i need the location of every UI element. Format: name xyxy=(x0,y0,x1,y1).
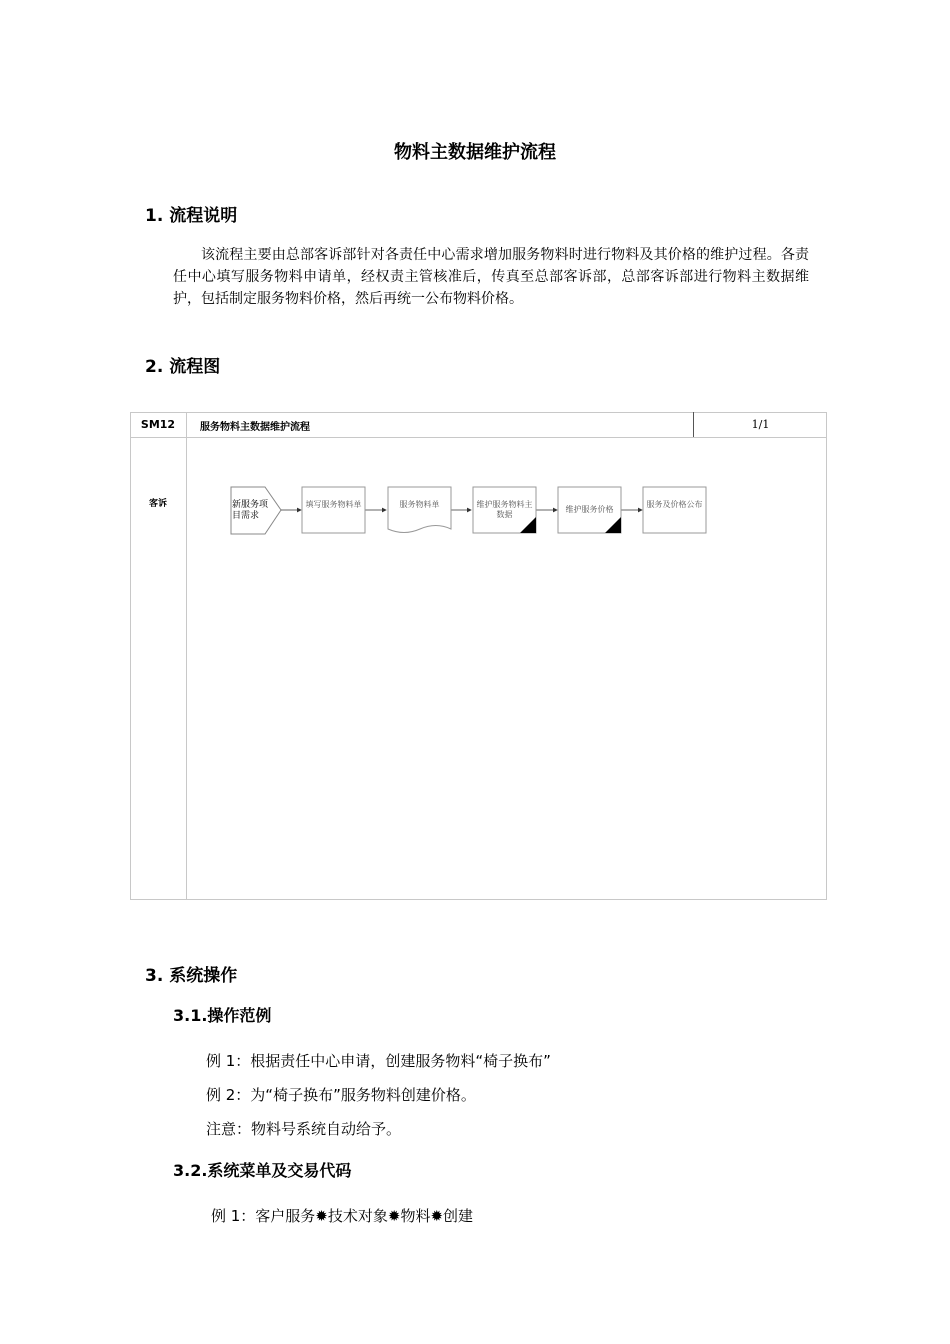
flowchart-code: SM12 xyxy=(140,418,176,431)
section-2-heading: 2. 流程图 xyxy=(145,357,221,377)
example-line: 例 2：为“椅子换布”服务物料创建价格。 xyxy=(206,1086,476,1104)
start-node-label: 新服务项目需求 xyxy=(232,500,269,521)
flowchart-name: 服务物料主数据维护流程 xyxy=(200,422,310,433)
process-node-label: 维护服务价格 xyxy=(565,505,614,514)
process-node-label: 维护服务物料主数据 xyxy=(476,500,533,519)
section-1-heading: 1. 流程说明 xyxy=(145,206,238,226)
process-node-label: 填写服务物料单 xyxy=(305,500,362,509)
note-line: 注意：物料号系统自动给予。 xyxy=(206,1120,402,1138)
section-3-1-heading: 3.1.操作范例 xyxy=(173,1006,272,1025)
page-title: 物料主数据维护流程 xyxy=(394,142,556,163)
process-node-shape xyxy=(302,487,365,533)
process-node-label: 服务及价格公布 xyxy=(646,500,703,509)
swimlane-label: 客诉 xyxy=(148,499,167,509)
section-3-2-heading: 3.2.系统菜单及交易代码 xyxy=(173,1161,352,1180)
section-3-heading: 3. 系统操作 xyxy=(145,966,238,986)
menu-path-line: 例 1：客户服务✹技术对象✹物料✹创建 xyxy=(211,1207,474,1225)
example-line: 例 1：根据责任中心申请，创建服务物料“椅子换布” xyxy=(206,1052,551,1070)
document-node-label: 服务物料单 xyxy=(399,500,440,509)
flowchart-page-number: 1/1 xyxy=(751,418,770,431)
process-node-shape xyxy=(643,487,706,533)
process-description: 该流程主要由总部客诉部针对各责任中心需求增加服务物料时进行物料及其价格的维护过程。各责任中心填写服务物料申请单，经权责主管核准后，传真至总部客诉部，总部客诉部进行物料主数据维护，包括制定服务物料价格，然后再统一公布物料价格。 xyxy=(173,247,809,307)
